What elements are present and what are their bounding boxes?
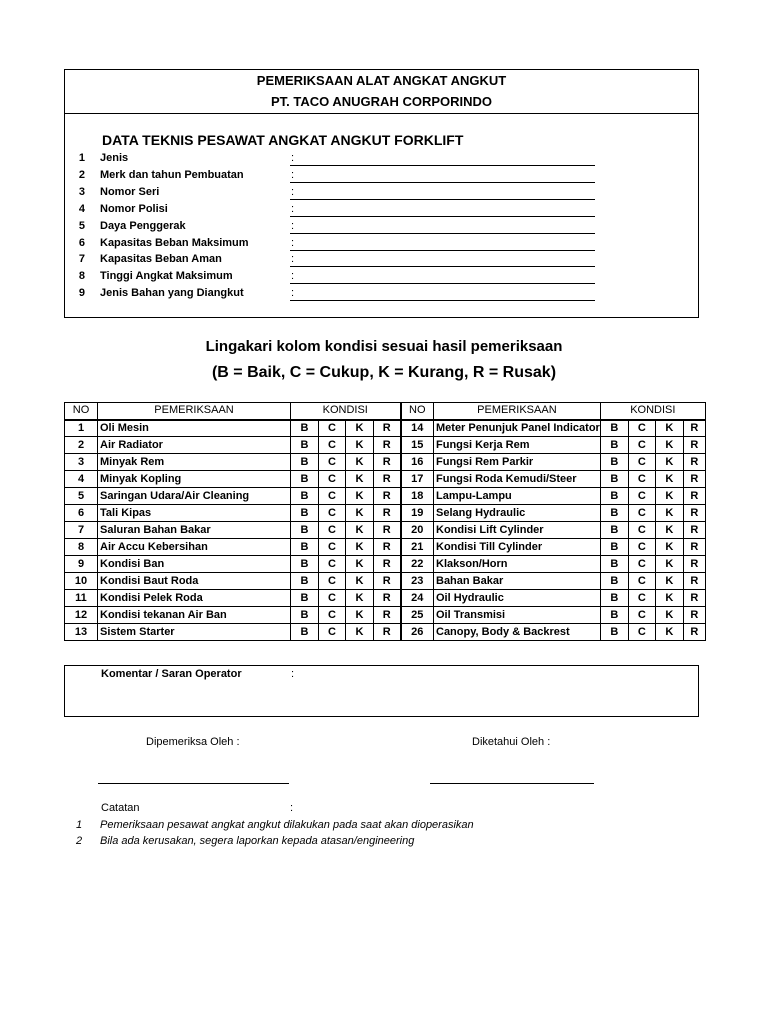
condition-option-r[interactable]: R bbox=[374, 420, 401, 437]
inspection-item-right: Lampu-Lampu bbox=[434, 488, 601, 505]
spec-number: 3 bbox=[78, 185, 85, 198]
spec-label: Kapasitas Beban Maksimum bbox=[100, 236, 249, 249]
spec-number: 7 bbox=[78, 253, 85, 266]
row-number-left: 5 bbox=[65, 488, 98, 505]
spec-row bbox=[65, 270, 698, 287]
spec-value-field[interactable] bbox=[290, 233, 595, 234]
spec-value-field[interactable] bbox=[290, 283, 595, 284]
condition-option-b[interactable]: B bbox=[600, 488, 628, 505]
condition-option-b[interactable]: B bbox=[291, 505, 319, 522]
note-number: 1 bbox=[76, 819, 83, 831]
row-number-left: 2 bbox=[65, 437, 98, 454]
condition-option-r[interactable]: R bbox=[683, 573, 705, 590]
header-no-left: NO bbox=[65, 403, 98, 420]
acknowledged-by-label: Diketahui Oleh : bbox=[472, 736, 551, 748]
table-row bbox=[65, 573, 706, 590]
condition-option-r[interactable]: R bbox=[683, 488, 705, 505]
condition-option-r[interactable]: R bbox=[374, 573, 401, 590]
condition-option-c[interactable]: C bbox=[628, 471, 655, 488]
inspection-item-left: Oli Mesin bbox=[98, 420, 291, 437]
note-text: Pemeriksaan pesawat angkat angkut dilakukan pada saat akan dioperasikan bbox=[100, 819, 474, 831]
table-row bbox=[65, 522, 706, 539]
condition-option-b[interactable]: B bbox=[600, 454, 628, 471]
row-number-right: 16 bbox=[401, 454, 434, 471]
inspection-item-left: Kondisi Ban bbox=[98, 556, 291, 573]
inspection-item-right: Meter Penunjuk Panel Indicator bbox=[434, 420, 601, 437]
condition-option-c[interactable]: C bbox=[319, 590, 346, 607]
spec-value-field[interactable] bbox=[290, 300, 595, 301]
condition-option-k[interactable]: K bbox=[346, 505, 374, 522]
condition-option-c[interactable]: C bbox=[628, 505, 655, 522]
spec-row bbox=[65, 169, 698, 186]
condition-option-k[interactable]: K bbox=[346, 624, 374, 641]
condition-option-c[interactable]: C bbox=[628, 539, 655, 556]
condition-option-r[interactable]: R bbox=[683, 505, 705, 522]
spec-row bbox=[65, 220, 698, 237]
inspection-item-left: Air Radiator bbox=[98, 437, 291, 454]
row-number-right: 18 bbox=[401, 488, 434, 505]
inspection-item-right: Fungsi Kerja Rem bbox=[434, 437, 601, 454]
condition-option-b[interactable]: B bbox=[600, 471, 628, 488]
condition-option-b[interactable]: B bbox=[291, 573, 319, 590]
inspection-item-right: Canopy, Body & Backrest bbox=[434, 624, 601, 641]
company-name: PT. TACO ANUGRAH CORPORINDO bbox=[271, 94, 492, 109]
condition-option-b[interactable]: B bbox=[291, 556, 319, 573]
condition-option-k[interactable]: K bbox=[346, 556, 374, 573]
row-number-right: 14 bbox=[401, 420, 434, 437]
inspection-item-right: Bahan Bakar bbox=[434, 573, 601, 590]
condition-option-b[interactable]: B bbox=[600, 624, 628, 641]
spec-section-title: DATA TEKNIS PESAWAT ANGKAT ANGKUT FORKLIFT bbox=[102, 132, 464, 148]
row-number-right: 21 bbox=[401, 539, 434, 556]
spec-row bbox=[65, 186, 698, 203]
inspection-table bbox=[64, 402, 706, 641]
inspection-item-left: Saluran Bahan Bakar bbox=[98, 522, 291, 539]
condition-option-c[interactable]: C bbox=[319, 488, 346, 505]
row-number-right: 25 bbox=[401, 607, 434, 624]
condition-option-k[interactable]: K bbox=[655, 437, 683, 454]
row-number-right: 17 bbox=[401, 471, 434, 488]
condition-option-k[interactable]: K bbox=[346, 454, 374, 471]
condition-option-b[interactable]: B bbox=[600, 522, 628, 539]
condition-option-b[interactable]: B bbox=[600, 420, 628, 437]
condition-option-b[interactable]: B bbox=[291, 539, 319, 556]
notes-colon: : bbox=[290, 802, 294, 814]
condition-option-k[interactable]: K bbox=[655, 522, 683, 539]
header-box bbox=[64, 69, 699, 318]
condition-option-k[interactable]: K bbox=[655, 539, 683, 556]
spec-label: Daya Penggerak bbox=[100, 219, 186, 232]
condition-option-r[interactable]: R bbox=[683, 471, 705, 488]
condition-option-k[interactable]: K bbox=[655, 556, 683, 573]
condition-option-c[interactable]: C bbox=[628, 488, 655, 505]
condition-option-c[interactable]: C bbox=[319, 607, 346, 624]
row-number-left: 6 bbox=[65, 505, 98, 522]
header-kondisi-right: KONDISI bbox=[600, 403, 705, 420]
condition-option-b[interactable]: B bbox=[600, 607, 628, 624]
condition-option-b[interactable]: B bbox=[291, 471, 319, 488]
instruction-line-1: Lingakari kolom kondisi sesuai hasil pemeriksaan bbox=[205, 338, 563, 355]
inspection-item-left: Tali Kipas bbox=[98, 505, 291, 522]
condition-option-r[interactable]: R bbox=[374, 522, 401, 539]
inspection-item-left: Kondisi Pelek Roda bbox=[98, 590, 291, 607]
condition-option-k[interactable]: K bbox=[655, 420, 683, 437]
spec-value-field[interactable] bbox=[290, 182, 595, 183]
condition-option-k[interactable]: K bbox=[655, 624, 683, 641]
condition-option-c[interactable]: C bbox=[628, 573, 655, 590]
row-number-left: 9 bbox=[65, 556, 98, 573]
condition-option-b[interactable]: B bbox=[600, 573, 628, 590]
inspection-item-left: Sistem Starter bbox=[98, 624, 291, 641]
table-row bbox=[65, 471, 706, 488]
condition-option-r[interactable]: R bbox=[683, 437, 705, 454]
inspection-item-right: Oil Hydraulic bbox=[434, 590, 601, 607]
spec-value-field[interactable] bbox=[290, 216, 595, 217]
comment-label: Komentar / Saran Operator bbox=[101, 668, 242, 680]
condition-option-b[interactable]: B bbox=[600, 539, 628, 556]
inspection-item-right: Fungsi Roda Kemudi/Steer bbox=[434, 471, 601, 488]
spec-label: Tinggi Angkat Maksimum bbox=[100, 270, 233, 283]
condition-option-b[interactable]: B bbox=[291, 590, 319, 607]
header-divider bbox=[65, 113, 698, 114]
table-row bbox=[65, 590, 706, 607]
inspection-item-left: Air Accu Kebersihan bbox=[98, 539, 291, 556]
condition-option-b[interactable]: B bbox=[291, 454, 319, 471]
condition-option-r[interactable]: R bbox=[374, 556, 401, 573]
inspection-item-left: Minyak Kopling bbox=[98, 471, 291, 488]
row-number-right: 20 bbox=[401, 522, 434, 539]
condition-option-k[interactable]: K bbox=[346, 488, 374, 505]
condition-option-r[interactable]: R bbox=[374, 624, 401, 641]
condition-option-k[interactable]: K bbox=[346, 471, 374, 488]
table-row bbox=[65, 624, 706, 641]
spec-label: Jenis Bahan yang Diangkut bbox=[100, 287, 244, 300]
spec-colon: : bbox=[291, 185, 295, 198]
spec-colon: : bbox=[291, 202, 295, 215]
row-number-right: 24 bbox=[401, 590, 434, 607]
spec-colon: : bbox=[291, 287, 295, 300]
condition-option-r[interactable]: R bbox=[374, 488, 401, 505]
condition-option-r[interactable]: R bbox=[683, 522, 705, 539]
condition-option-r[interactable]: R bbox=[374, 437, 401, 454]
condition-option-c[interactable]: C bbox=[628, 522, 655, 539]
header-pemeriksaan-right: PEMERIKSAAN bbox=[434, 403, 601, 420]
form-title: PEMERIKSAAN ALAT ANGKAT ANGKUT bbox=[256, 73, 507, 88]
row-number-right: 15 bbox=[401, 437, 434, 454]
condition-option-r[interactable]: R bbox=[374, 590, 401, 607]
condition-option-c[interactable]: C bbox=[628, 590, 655, 607]
spec-row bbox=[65, 152, 698, 169]
condition-option-k[interactable]: K bbox=[346, 437, 374, 454]
condition-option-r[interactable]: R bbox=[683, 539, 705, 556]
row-number-right: 23 bbox=[401, 573, 434, 590]
spec-colon: : bbox=[291, 236, 295, 249]
notes-label: Catatan bbox=[101, 802, 140, 814]
condition-option-r[interactable]: R bbox=[374, 454, 401, 471]
spec-value-field[interactable] bbox=[290, 266, 595, 267]
comment-box[interactable] bbox=[64, 665, 699, 717]
acknowledged-by-signature-line[interactable] bbox=[430, 783, 594, 784]
condition-option-k[interactable]: K bbox=[655, 607, 683, 624]
spec-label: Jenis bbox=[100, 152, 129, 164]
condition-option-c[interactable]: C bbox=[628, 454, 655, 471]
table-row bbox=[65, 454, 706, 471]
spec-row bbox=[65, 203, 698, 220]
condition-option-k[interactable]: K bbox=[655, 590, 683, 607]
condition-option-c[interactable]: C bbox=[319, 573, 346, 590]
inspection-item-left: Saringan Udara/Air Cleaning bbox=[98, 488, 291, 505]
condition-option-k[interactable]: K bbox=[346, 573, 374, 590]
row-number-left: 1 bbox=[65, 420, 98, 437]
table-row bbox=[65, 505, 706, 522]
condition-option-b[interactable]: B bbox=[600, 437, 628, 454]
header-kondisi-left: KONDISI bbox=[291, 403, 401, 420]
condition-option-r[interactable]: R bbox=[374, 471, 401, 488]
condition-option-r[interactable]: R bbox=[683, 607, 705, 624]
spec-number: 2 bbox=[78, 168, 85, 181]
condition-option-k[interactable]: K bbox=[655, 573, 683, 590]
inspection-item-right: Fungsi Rem Parkir bbox=[434, 454, 601, 471]
condition-option-b[interactable]: B bbox=[600, 505, 628, 522]
spec-value-field[interactable] bbox=[290, 199, 595, 200]
table-row bbox=[65, 607, 706, 624]
row-number-left: 12 bbox=[65, 607, 98, 624]
row-number-right: 19 bbox=[401, 505, 434, 522]
condition-option-b[interactable]: B bbox=[291, 420, 319, 437]
spec-colon: : bbox=[291, 270, 295, 283]
row-number-right: 22 bbox=[401, 556, 434, 573]
row-number-left: 8 bbox=[65, 539, 98, 556]
condition-option-r[interactable]: R bbox=[683, 624, 705, 641]
table-header-row bbox=[65, 403, 706, 420]
condition-option-c[interactable]: C bbox=[628, 624, 655, 641]
spec-number: 8 bbox=[78, 270, 85, 283]
comment-colon: : bbox=[291, 668, 295, 680]
inspection-item-right: Selang Hydraulic bbox=[434, 505, 601, 522]
instruction-legend: (B = Baik, C = Cukup, K = Kurang, R = Rusak) bbox=[211, 364, 557, 381]
spec-colon: : bbox=[291, 253, 295, 266]
condition-option-k[interactable]: K bbox=[346, 607, 374, 624]
row-number-left: 13 bbox=[65, 624, 98, 641]
spec-label: Nomor Seri bbox=[100, 185, 160, 198]
condition-option-r[interactable]: R bbox=[683, 454, 705, 471]
note-text: Bila ada kerusakan, segera laporkan kepada atasan/engineering bbox=[100, 835, 415, 847]
condition-option-k[interactable]: K bbox=[346, 522, 374, 539]
condition-option-b[interactable]: B bbox=[600, 556, 628, 573]
checked-by-signature-line[interactable] bbox=[98, 783, 289, 784]
table-row bbox=[65, 437, 706, 454]
condition-option-r[interactable]: R bbox=[683, 556, 705, 573]
spec-label: Nomor Polisi bbox=[100, 202, 168, 215]
condition-option-b[interactable]: B bbox=[291, 522, 319, 539]
header-no-right: NO bbox=[401, 403, 434, 420]
inspection-item-right: Kondisi Till Cylinder bbox=[434, 539, 601, 556]
spec-row bbox=[65, 237, 698, 254]
header-pemeriksaan-left: PEMERIKSAAN bbox=[98, 403, 291, 420]
condition-option-r[interactable]: R bbox=[374, 607, 401, 624]
condition-option-b[interactable]: B bbox=[600, 590, 628, 607]
spec-row bbox=[65, 253, 698, 270]
condition-option-c[interactable]: C bbox=[319, 437, 346, 454]
condition-option-k[interactable]: K bbox=[655, 488, 683, 505]
condition-option-r[interactable]: R bbox=[683, 590, 705, 607]
spec-colon: : bbox=[291, 152, 295, 164]
condition-option-k[interactable]: K bbox=[346, 590, 374, 607]
spec-number: 9 bbox=[78, 287, 85, 300]
spec-row bbox=[65, 287, 698, 304]
condition-option-c[interactable]: C bbox=[628, 556, 655, 573]
spec-label: Kapasitas Beban Aman bbox=[100, 253, 222, 266]
condition-option-r[interactable]: R bbox=[374, 505, 401, 522]
row-number-left: 7 bbox=[65, 522, 98, 539]
condition-option-c[interactable]: C bbox=[628, 607, 655, 624]
spec-value-field[interactable] bbox=[290, 165, 595, 166]
row-number-left: 4 bbox=[65, 471, 98, 488]
spec-colon: : bbox=[291, 219, 295, 232]
condition-option-k[interactable]: K bbox=[655, 505, 683, 522]
table-row bbox=[65, 556, 706, 573]
condition-option-c[interactable]: C bbox=[319, 539, 346, 556]
condition-option-c[interactable]: C bbox=[628, 437, 655, 454]
condition-option-b[interactable]: B bbox=[291, 624, 319, 641]
condition-option-k[interactable]: K bbox=[346, 539, 374, 556]
inspection-item-right: Klakson/Horn bbox=[434, 556, 601, 573]
spec-number: 6 bbox=[78, 236, 85, 249]
condition-option-c[interactable]: C bbox=[319, 556, 346, 573]
condition-option-b[interactable]: B bbox=[291, 437, 319, 454]
row-number-right: 26 bbox=[401, 624, 434, 641]
condition-option-b[interactable]: B bbox=[291, 488, 319, 505]
spec-colon: : bbox=[291, 168, 295, 181]
table-row bbox=[65, 539, 706, 556]
condition-option-r[interactable]: R bbox=[374, 539, 401, 556]
checked-by-label: Dipemeriksa Oleh : bbox=[146, 736, 240, 748]
inspection-item-left: Kondisi tekanan Air Ban bbox=[98, 607, 291, 624]
spec-number: 5 bbox=[78, 219, 85, 232]
condition-option-c[interactable]: C bbox=[319, 624, 346, 641]
table-row bbox=[65, 488, 706, 505]
condition-option-c[interactable]: C bbox=[319, 505, 346, 522]
spec-number: 4 bbox=[78, 202, 85, 215]
condition-option-b[interactable]: B bbox=[291, 607, 319, 624]
spec-number: 1 bbox=[78, 152, 85, 164]
condition-option-c[interactable]: C bbox=[319, 471, 346, 488]
row-number-left: 11 bbox=[65, 590, 98, 607]
condition-option-r[interactable]: R bbox=[683, 420, 705, 437]
table-row bbox=[65, 420, 706, 437]
condition-option-k[interactable]: K bbox=[655, 454, 683, 471]
condition-option-k[interactable]: K bbox=[655, 471, 683, 488]
condition-option-c[interactable]: C bbox=[628, 420, 655, 437]
condition-option-c[interactable]: C bbox=[319, 522, 346, 539]
row-number-left: 10 bbox=[65, 573, 98, 590]
condition-option-c[interactable]: C bbox=[319, 420, 346, 437]
inspection-item-left: Kondisi Baut Roda bbox=[98, 573, 291, 590]
inspection-item-left: Minyak Rem bbox=[98, 454, 291, 471]
spec-value-field[interactable] bbox=[290, 250, 595, 251]
inspection-item-right: Kondisi Lift Cylinder bbox=[434, 522, 601, 539]
inspection-item-right: Oil Transmisi bbox=[434, 607, 601, 624]
condition-option-c[interactable]: C bbox=[319, 454, 346, 471]
row-number-left: 3 bbox=[65, 454, 98, 471]
note-number: 2 bbox=[76, 835, 83, 847]
spec-label: Merk dan tahun Pembuatan bbox=[100, 168, 244, 181]
condition-option-k[interactable]: K bbox=[346, 420, 374, 437]
